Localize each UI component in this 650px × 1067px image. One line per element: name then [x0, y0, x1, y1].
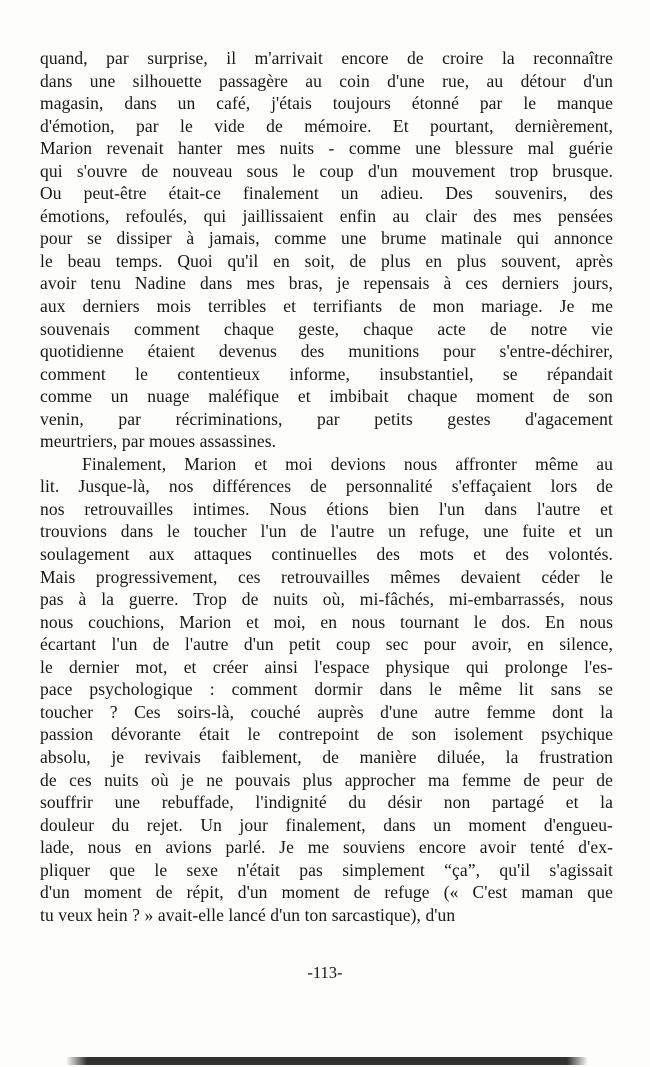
- text-line: souvenais comment chaque geste, chaque acte de notre vie: [40, 318, 613, 339]
- text-line: le beau temps. Quoi qu'il en soit, de plus en plus souvent, après: [40, 250, 613, 271]
- text-line: d'un moment de répit, d'un moment de refuge (« C'est maman que: [40, 882, 613, 903]
- page-text: [40, 47, 613, 926]
- text-line: trouvions dans le toucher l'un de l'autre un refuge, une fuite et un: [40, 521, 613, 542]
- text-line: pas à la guerre. Trop de nuits où, mi-fâchés, mi-embarrassés, nous: [40, 589, 613, 610]
- text-line: le dernier mot, et créer ainsi l'espace physique qui prolonge l'es-: [40, 656, 613, 677]
- text-line: quand, par surprise, il m'arrivait encore de croire la reconnaître: [40, 48, 613, 68]
- text-line: meurtriers, par moues assassines.: [40, 431, 277, 452]
- text-line: Mais progressivement, ces retrouvailles mêmes devaient céder le: [40, 566, 613, 587]
- scan-edge-artifact: [66, 1057, 588, 1065]
- text-line: d'émotion, par le vide de mémoire. Et pourtant, dernièrement,: [40, 115, 613, 136]
- text-line: absolu, je revivais faiblement, de manière diluée, la frustration: [40, 746, 613, 767]
- text-line: venin, par récriminations, par petits gestes d'agacement: [40, 408, 613, 429]
- text-line: passion dévorante était le contrepoint de son isolement psychique: [40, 724, 613, 745]
- text-line: Ou peut-être était-ce finalement un adieu. Des souvenirs, des: [40, 183, 613, 204]
- text-line: nos retrouvailles intimes. Nous étions bien l'un dans l'autre et: [40, 498, 613, 519]
- text-line: lade, nous en avions parlé. Je me souviens encore avoir tenté d'ex-: [40, 837, 613, 858]
- text-line: toucher ? Ces soirs-là, couché auprès d'une autre femme dont la: [40, 701, 613, 722]
- text-line: avoir tenu Nadine dans mes bras, je repensais à ces derniers jours,: [40, 273, 613, 294]
- text-line: dans une silhouette passagère au coin d'une rue, au détour d'un: [40, 70, 613, 91]
- text-line: nous couchions, Marion et moi, en nous tournant le dos. En nous: [40, 611, 613, 632]
- text-line: qui s'ouvre de nouveau sous le coup d'un mouvement trop brusque.: [40, 160, 613, 181]
- text-line: tu veux hein ? » avait-elle lancé d'un ton sarcastique), d'un: [40, 904, 456, 925]
- text-line: comme un nuage maléfique et imbibait chaque moment de son: [40, 386, 613, 407]
- text-line: pour se dissiper à jamais, comme une brume matinale qui annonce: [40, 228, 613, 249]
- text-line: Finalement, Marion et moi devions nous affronter même au: [82, 453, 613, 474]
- paragraph: [40, 47, 613, 453]
- text-line: pace psychologique : comment dormir dans le même lit sans se: [40, 679, 613, 700]
- text-line: pliquer que le sexe n'était pas simplement “ça”, qu'il s'agissait: [40, 859, 613, 880]
- text-line: aux derniers mois terribles et terrifiants de mon mariage. Je me: [40, 296, 613, 317]
- text-line: quotidienne étaient devenus des munitions pour s'entre-déchirer,: [40, 341, 613, 362]
- paragraph: [40, 453, 613, 926]
- text-line: émotions, refoulés, qui jaillissaient enfin au clair des mes pensées: [40, 205, 613, 226]
- text-line: comment le contentieux informe, insubstantiel, se répandait: [40, 363, 613, 384]
- page-number: -113-: [307, 963, 343, 982]
- text-line: lit. Jusque-là, nos différences de personnalité s'effaçaient lors de: [40, 476, 613, 497]
- text-line: de ces nuits où je ne pouvais plus approcher ma femme de peur de: [40, 769, 613, 790]
- text-line: souffrir une rebuffade, l'indignité du désir non partagé et la: [40, 792, 613, 813]
- text-line: Marion revenait hanter mes nuits - comme une blessure mal guérie: [40, 138, 613, 159]
- text-line: écartant l'un de l'autre d'un petit coup sec pour avoir, en silence,: [40, 634, 613, 655]
- text-line: soulagement aux attaques continuelles des mots et des volontés.: [40, 544, 613, 565]
- text-line: douleur du rejet. Un jour finalement, dans un moment d'engueu-: [40, 814, 613, 835]
- text-line: magasin, dans un café, j'étais toujours étonné par le manque: [40, 93, 613, 114]
